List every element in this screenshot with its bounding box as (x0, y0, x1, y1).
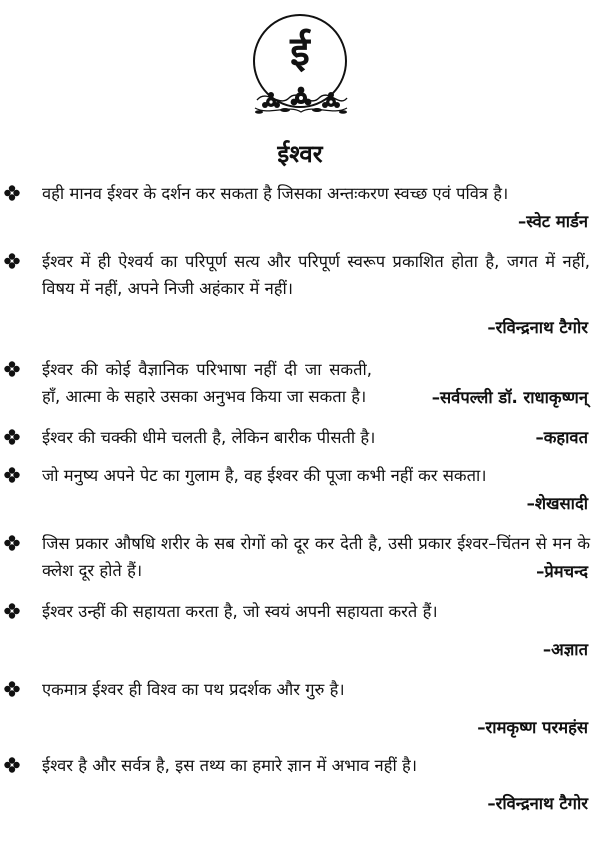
bullet-icon (4, 757, 20, 773)
quote-author: –स्वेट मार्डन (517, 212, 588, 231)
bullet-icon (4, 429, 20, 445)
bullet-icon (4, 467, 20, 483)
flower-ornament-icon (249, 78, 353, 120)
bullet-icon (4, 253, 20, 269)
quote-text: ईश्वर की चक्की धीमे चलती है, लेकिन बारीक पीसती है। (42, 428, 376, 447)
page-title: ईश्वर (277, 140, 323, 168)
quote-author: –रविन्द्रनाथ टैगोर (487, 318, 588, 337)
quote-text: ईश्वर में ही ऐश्वर्य का परिपूर्ण सत्य और परिपूर्ण स्वरूप प्रकाशित होता है, जगत में नहीं, विषय में नहीं, अपने निजी अहंकार में नहीं। (42, 252, 590, 298)
quote-author: –अज्ञात (542, 640, 588, 659)
quote-author: –रामकृष्ण परमहंस (477, 718, 588, 737)
quote-author: –रविन्द्रनाथ टैगोर (487, 794, 588, 813)
bullet-icon (4, 185, 20, 201)
quote-author: –शेखसादी (526, 494, 588, 513)
bullet-icon (4, 681, 20, 697)
bullet-icon (4, 603, 20, 619)
bullet-icon (4, 361, 20, 377)
bullet-icon (4, 535, 20, 551)
quote-text: ईश्वर की कोई वैज्ञानिक परिभाषा नहीं दी जा सकती, हाँ, आत्मा के सहारे उसका अनुभव किया जा सकता है। (42, 360, 372, 406)
chapter-emblem (249, 14, 353, 120)
quote-author: –सर्वपल्ली डॉ. राधाकृष्णन् (431, 388, 588, 407)
quote-author: –प्रेमचन्द (536, 562, 588, 581)
quote-text: वही मानव ईश्वर के दर्शन कर सकता है जिसका अन्तःकरण स्वच्छ एवं पवित्र है। (42, 184, 509, 203)
quote-text: जो मनुष्य अपने पेट का गुलाम है, वह ईश्वर की पूजा कभी नहीं कर सकता। (42, 466, 487, 485)
quote-text: जिस प्रकार औषधि शरीर के सब रोगों को दूर कर देती है, उसी प्रकार ईश्वर–चिंतन से मन के क्लेश दूर होते हैं। (42, 534, 590, 580)
quote-author: –कहावत (535, 428, 588, 447)
quote-text: ईश्वर उन्हीं की सहायता करता है, जो स्वयं अपनी सहायता करते हैं। (42, 602, 438, 621)
quote-text: ईश्वर है और सर्वत्र है, इस तथ्य का हमारे ज्ञान में अभाव नहीं है। (42, 756, 417, 775)
emblem-letter: ई (290, 29, 310, 75)
quote-text: एकमात्र ईश्वर ही विश्व का पथ प्रदर्शक और गुरु है। (42, 680, 345, 699)
